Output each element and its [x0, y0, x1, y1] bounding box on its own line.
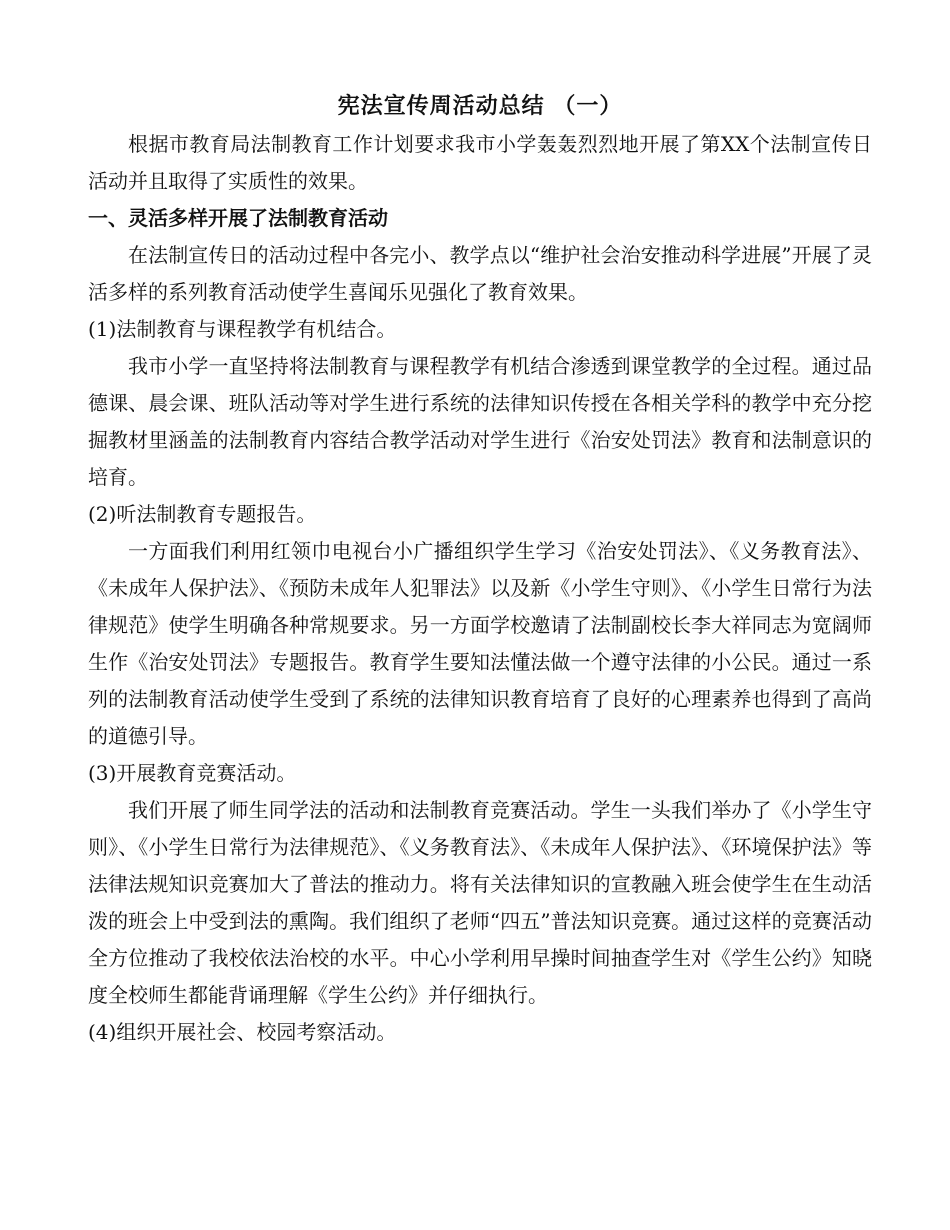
section-intro-paragraph: 在法制宣传日的活动过程中各完小、教学点以“维护社会治安推动科学进展”开展了灵活多样的系列教育活动使学生喜闻乐见强化了教育效果。	[88, 243, 872, 304]
section-heading: 一、灵活多样开展了法制教育活动	[88, 206, 388, 230]
subheading-3: (3)开展教育竞赛活动。	[88, 761, 297, 785]
paragraph-1: 我市小学一直坚持将法制教育与课程教学有机结合渗透到课堂教学的全过程。通过品德课、晨会课、班队活动等对学生进行系统的法律知识传授在各相关学科的教学中充分挖掘教材里涵盖的法制教育内容结合教学活动对学生进行《治安处罚法》教育和法制意识的培育。	[88, 354, 872, 489]
paragraph-3: 我们开展了师生同学法的活动和法制教育竞赛活动。学生一头我们举办了《小学生守则》、《小学生日常行为法律规范》、《义务教育法》、《未成年人保护法》、《环境保护法》等法律法规知识竞赛加大了普法的推动力。将有关法律知识的宣教融入班会使学生在生动活泼的班会上中受到法的熏陶。我们组织了老师“四五”普法知识竞赛。通过这样的竞赛活动全方位推动了我校依法治校的水平。中心小学利用早操时间抽查学生对《学生公约》知晓度全校师生都能背诵理解《学生公约》并仔细执行。	[88, 798, 872, 1007]
intro-paragraph: 根据市教育局法制教育工作计划要求我市小学轰轰烈烈地开展了第XX个法制宣传日活动并且取得了实质性的效果。	[88, 132, 872, 193]
paragraph-2: 一方面我们利用红领巾电视台小广播组织学生学习《治安处罚法》、《义务教育法》、《未成年人保护法》、《预防未成年人犯罪法》以及新《小学生守则》、《小学生日常行为法律规范》使学生明确各种常规要求。另一方面学校邀请了法制副校长李大祥同志为宽阔师生作《治安处罚法》专题报告。教育学生要知法懂法做一个遵守法律的小公民。通过一系列的法制教育活动使学生受到了系统的法律知识教育培育了良好的心理素养也得到了高尚的道德引导。	[88, 539, 872, 748]
page-title: 宪法宣传周活动总结 （一）	[337, 93, 623, 119]
subheading-4: (4)组织开展社会、校园考察活动。	[88, 1020, 397, 1044]
subheading-2: (2)听法制教育专题报告。	[88, 502, 317, 526]
subheading-1: (1)法制教育与课程教学有机结合。	[88, 317, 397, 341]
